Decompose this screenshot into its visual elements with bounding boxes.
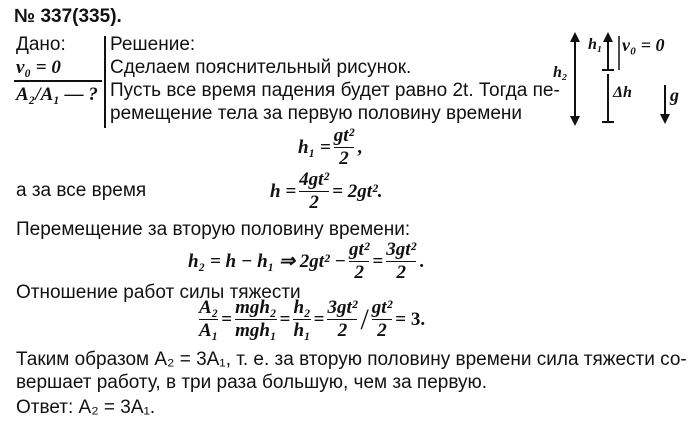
- solution-label: Решение:: [110, 34, 196, 55]
- solution-line-1: Сделаем пояснительный рисунок.: [110, 57, 412, 78]
- equation-h2: h₂ = h − h₁ ⇒ 2gt² − gt² 2 = 3gt² 2 .: [188, 239, 424, 283]
- solution-line-2: Пусть все время падения будет равно 2t. Тогда пе-: [110, 80, 560, 101]
- equation-ratio: A₂ A₁ = mgh₂ mgh₁ = h₂ h₁ = 3gt² 2 / gt² 2 = 3.: [199, 297, 426, 341]
- solution-line-7: Таким образом A₂ = 3A₁, т. е. за вторую половину времени сила тяжести со-: [16, 349, 687, 370]
- equation-h1: h₁ = gt² 2 ,: [298, 125, 363, 169]
- figure-label-dh: Δh: [613, 84, 632, 101]
- solution-line-5: Перемещение за вторую половину времени:: [16, 219, 411, 240]
- solution-line-8: вершает работу, в три раза большую, чем за первую.: [16, 372, 488, 393]
- problem-number: № 337(335).: [14, 6, 122, 27]
- answer: Ответ: A₂ = 3A₁.: [16, 397, 156, 418]
- given-separator: [104, 36, 106, 128]
- solution-line-6: Отношение работ силы тяжести: [16, 282, 301, 303]
- solution-line-4: а за все время: [16, 180, 147, 201]
- find-ratio: A₂/A₁ — ?: [16, 84, 98, 105]
- solution-line-3: ремещение тела за первую половину времени: [110, 103, 522, 124]
- given-divider: [14, 80, 102, 82]
- equation-h: h = 4gt² 2 = 2gt².: [270, 169, 383, 213]
- given-v0: v₀ = 0: [16, 57, 61, 78]
- figure-label-h2: h₂: [553, 64, 568, 81]
- figure-label-v0: v₀ = 0: [622, 35, 665, 55]
- figure-label-g: g: [670, 85, 679, 105]
- figure-label-h1: h₁: [588, 36, 603, 53]
- given-label: Дано:: [16, 34, 66, 55]
